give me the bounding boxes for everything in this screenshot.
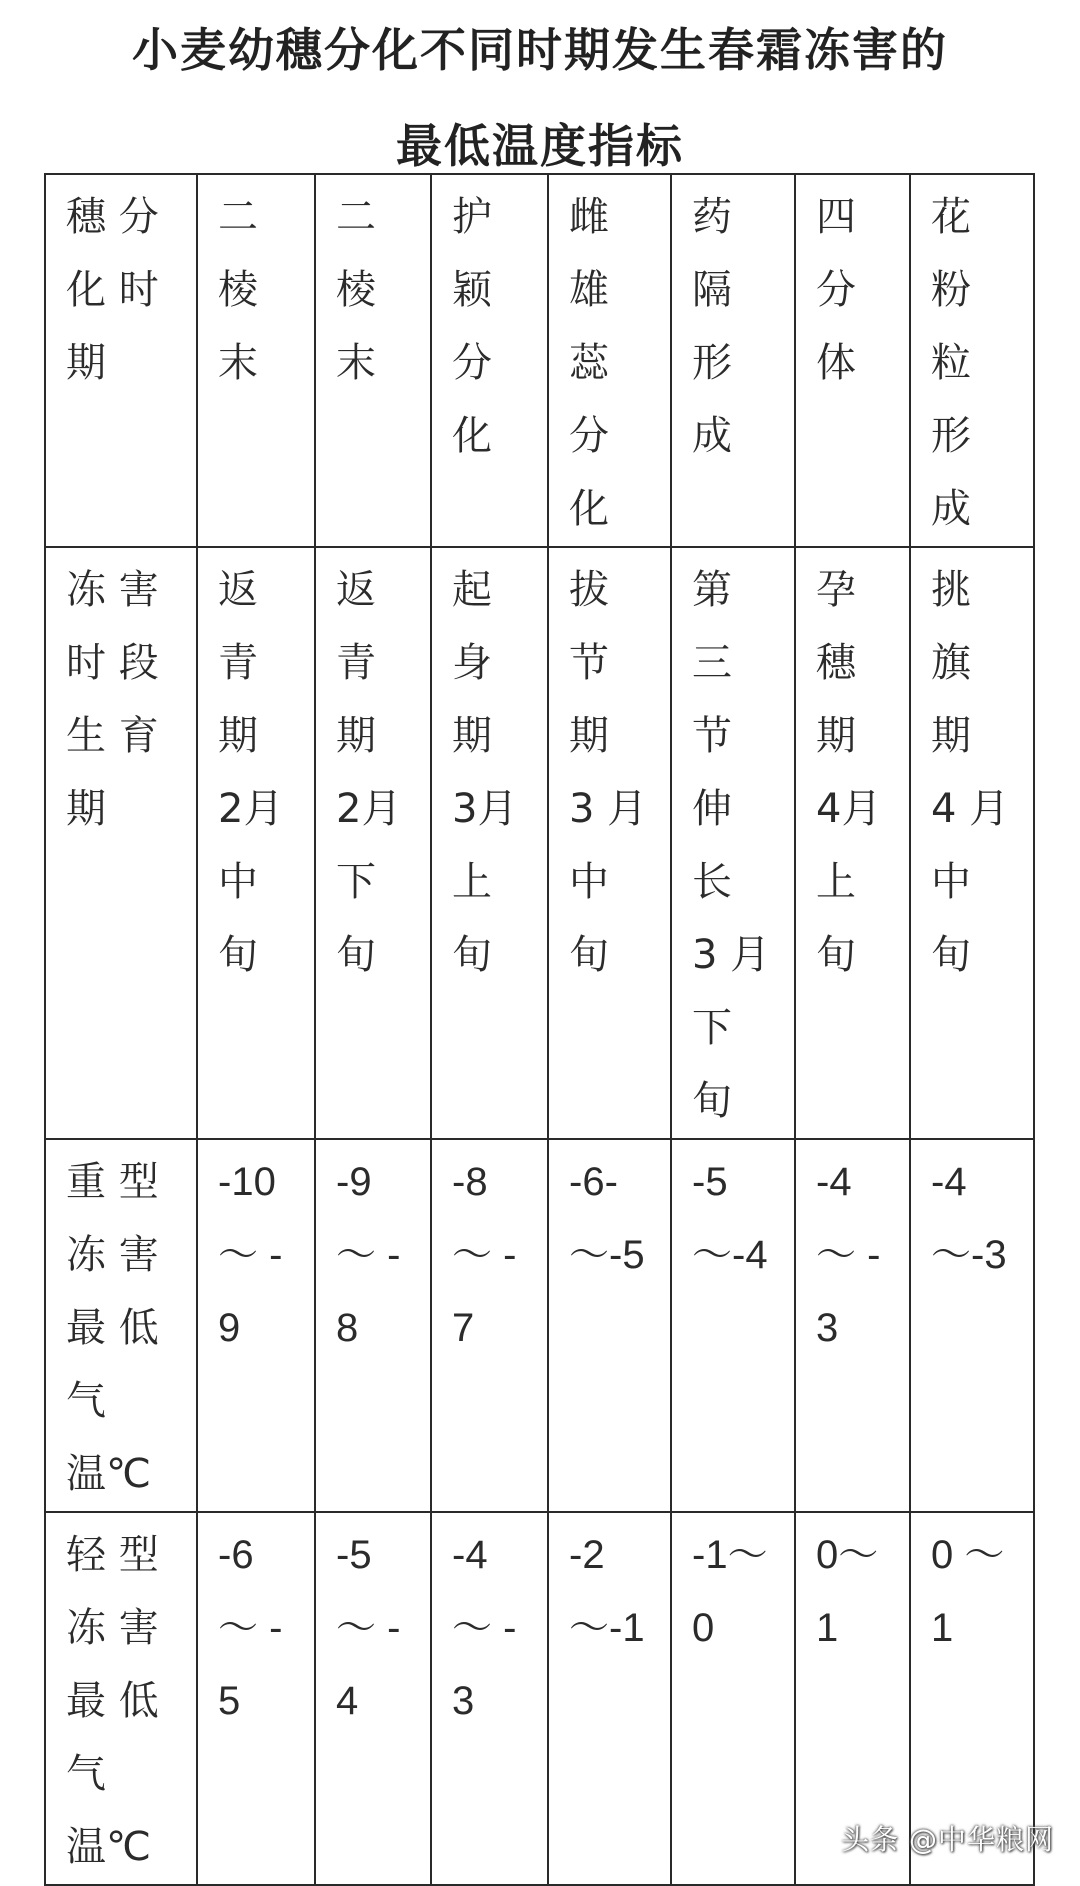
table-row-spike-stage <box>45 174 1034 547</box>
row-header-severe-frost: 重 型 冻 害 最 低 气 温℃ <box>45 1139 197 1512</box>
table-cell: -9 ～ - 8 <box>315 1139 431 1512</box>
table-cell: 第 三 节 伸 长 3 月 下 旬 <box>671 547 795 1139</box>
watermark: 头条 @中华粮网 <box>841 1823 1054 1856</box>
table-cell: -10 ～ - 9 <box>197 1139 315 1512</box>
title-line-2: 最低温度指标 <box>396 119 684 173</box>
table-cell: -4 ～ - 3 <box>795 1139 910 1512</box>
table-cell: 返 青 期 2月 下 旬 <box>315 547 431 1139</box>
row-header-spike-stage: 穗 分 化 时 期 <box>45 174 197 547</box>
table-cell: -8 ～ - 7 <box>431 1139 548 1512</box>
table-cell: -5 ～-4 <box>671 1139 795 1512</box>
table-cell: -1～ 0 <box>671 1512 795 1885</box>
frost-temperature-table <box>44 173 1035 1886</box>
row-header-mild-frost: 轻 型 冻 害 最 低 气 温℃ <box>45 1512 197 1885</box>
table-cell: 四 分 体 <box>795 174 910 547</box>
table-cell: -4 ～-3 <box>910 1139 1034 1512</box>
table-cell: 0～ 1 <box>795 1512 910 1885</box>
table-cell: 拔 节 期 3 月 中 旬 <box>548 547 671 1139</box>
table-cell: -4 ～ - 3 <box>431 1512 548 1885</box>
table-cell: -2 ～-1 <box>548 1512 671 1885</box>
table-cell: 孕 穗 期 4月 上 旬 <box>795 547 910 1139</box>
table-cell: -6- ～-5 <box>548 1139 671 1512</box>
table-cell: -5 ～ - 4 <box>315 1512 431 1885</box>
table-cell: 花 粉 粒 形 成 <box>910 174 1034 547</box>
table-cell: 起 身 期 3月 上 旬 <box>431 547 548 1139</box>
table-cell: 药 隔 形 成 <box>671 174 795 547</box>
table-cell: 返 青 期 2月 中 旬 <box>197 547 315 1139</box>
table-cell: 二 棱 末 <box>315 174 431 547</box>
table-cell: -6 ～ - 5 <box>197 1512 315 1885</box>
row-header-growth-period: 冻 害 时 段 生 育 期 <box>45 547 197 1139</box>
table-cell: 二 棱 末 <box>197 174 315 547</box>
table-row-severe-frost <box>45 1139 1034 1512</box>
table-cell: 挑 旗 期 4 月 中 旬 <box>910 547 1034 1139</box>
title-line-1: 小麦幼穗分化不同时期发生春霜冻害的 <box>132 23 948 77</box>
table-cell: 0 ～ 1 <box>910 1512 1034 1885</box>
page-title <box>0 0 1080 194</box>
table-cell: 护 颖 分 化 <box>431 174 548 547</box>
table-row-growth-period <box>45 547 1034 1139</box>
table-cell: 雌 雄 蕊 分 化 <box>548 174 671 547</box>
